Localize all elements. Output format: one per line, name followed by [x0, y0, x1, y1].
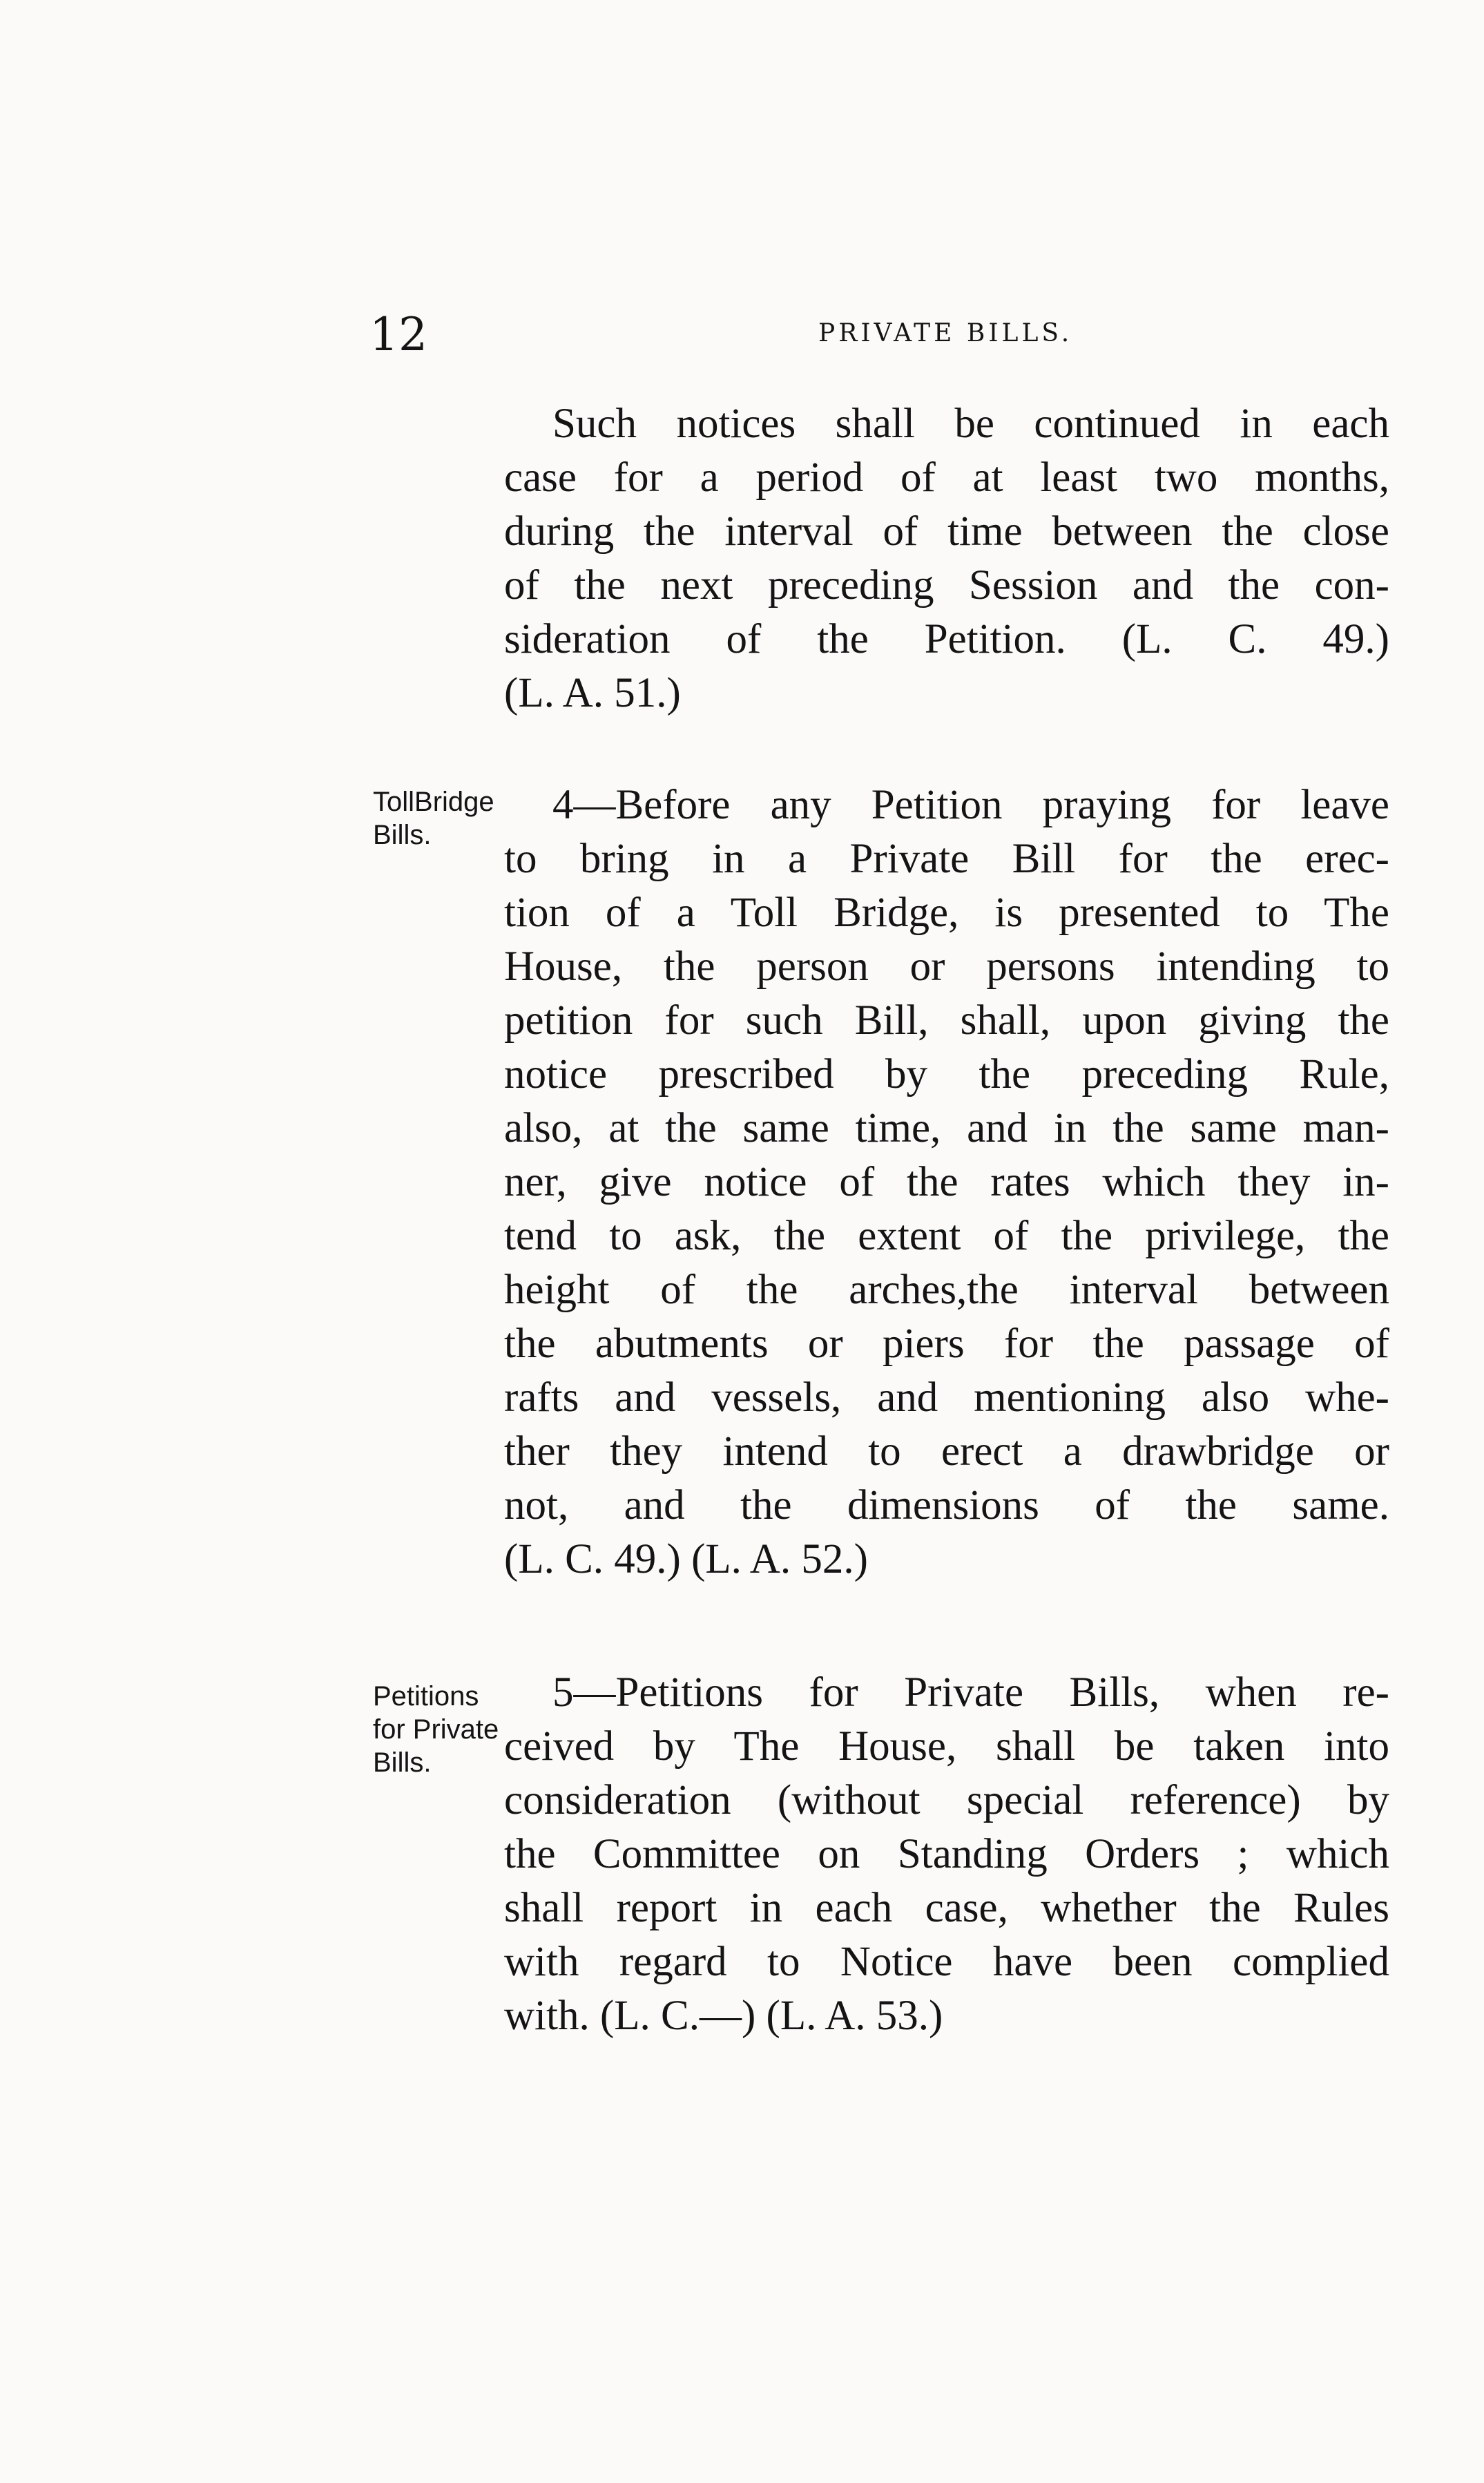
- margin-note-toll-bridge: [373, 785, 494, 852]
- text-line: 4—Before any Petition praying for leave: [552, 782, 1389, 828]
- text-line: sideration of the Petition. (L. C. 49.): [504, 616, 1389, 662]
- text-line: with. (L. C.—) (L. A. 53.): [504, 1993, 943, 2039]
- text-line: to bring in a Private Bill for the erec-: [504, 836, 1389, 882]
- text-line: during the interval of time between the close: [504, 508, 1389, 555]
- text-line: ceived by The House, shall be taken into: [504, 1723, 1389, 1770]
- text-line: also, at the same time, and in the same man-: [504, 1105, 1389, 1151]
- paragraph-rule-5: [504, 1666, 1389, 2043]
- margin-note-line: TollBridge: [373, 787, 494, 817]
- page-number: 12: [369, 308, 427, 361]
- text-line: shall report in each case, whether the Rules: [504, 1885, 1389, 1931]
- text-line: ner, give notice of the rates which they in-: [504, 1159, 1389, 1205]
- text-line: height of the arches,the interval between: [504, 1267, 1389, 1313]
- text-line: consideration (without special reference) by: [504, 1777, 1389, 1823]
- text-line: the abutments or piers for the passage of: [504, 1321, 1389, 1367]
- text-line: House, the person or persons intending to: [504, 943, 1389, 990]
- margin-note-line: for Private: [373, 1714, 499, 1745]
- text-line: of the next preceding Session and the con-: [504, 562, 1389, 608]
- paragraph-continued-notices: [504, 397, 1389, 720]
- text-line: (L. C. 49.) (L. A. 52.): [504, 1536, 868, 1582]
- text-line: with regard to Notice have been complied: [504, 1939, 1389, 1985]
- text-line: tion of a Toll Bridge, is presented to The: [504, 890, 1389, 936]
- margin-note-line: Bills.: [373, 820, 432, 850]
- text-line: Such notices shall be continued in each: [552, 401, 1389, 447]
- text-line: ther they intend to erect a drawbridge or: [504, 1428, 1389, 1475]
- text-line: notice prescribed by the preceding Rule,: [504, 1051, 1389, 1097]
- paragraph-rule-4: [504, 778, 1389, 1586]
- text-line: petition for such Bill, shall, upon giving the: [504, 997, 1389, 1044]
- running-head: PRIVATE BILLS.: [818, 319, 1073, 347]
- text-line: rafts and vessels, and mentioning also whe-: [504, 1374, 1389, 1421]
- text-line: tend to ask, the extent of the privilege, the: [504, 1213, 1389, 1259]
- text-line: the Committee on Standing Orders ; which: [504, 1831, 1389, 1877]
- text-line: (L. A. 51.): [504, 670, 681, 716]
- margin-note-line: Bills.: [373, 1747, 432, 1778]
- text-line: case for a period of at least two months,: [504, 454, 1389, 501]
- text-line: not, and the dimensions of the same.: [504, 1482, 1389, 1528]
- margin-note-line: Petitions: [373, 1681, 479, 1712]
- margin-note-petitions: [373, 1680, 499, 1779]
- text-line: 5—Petitions for Private Bills, when re-: [552, 1669, 1389, 1716]
